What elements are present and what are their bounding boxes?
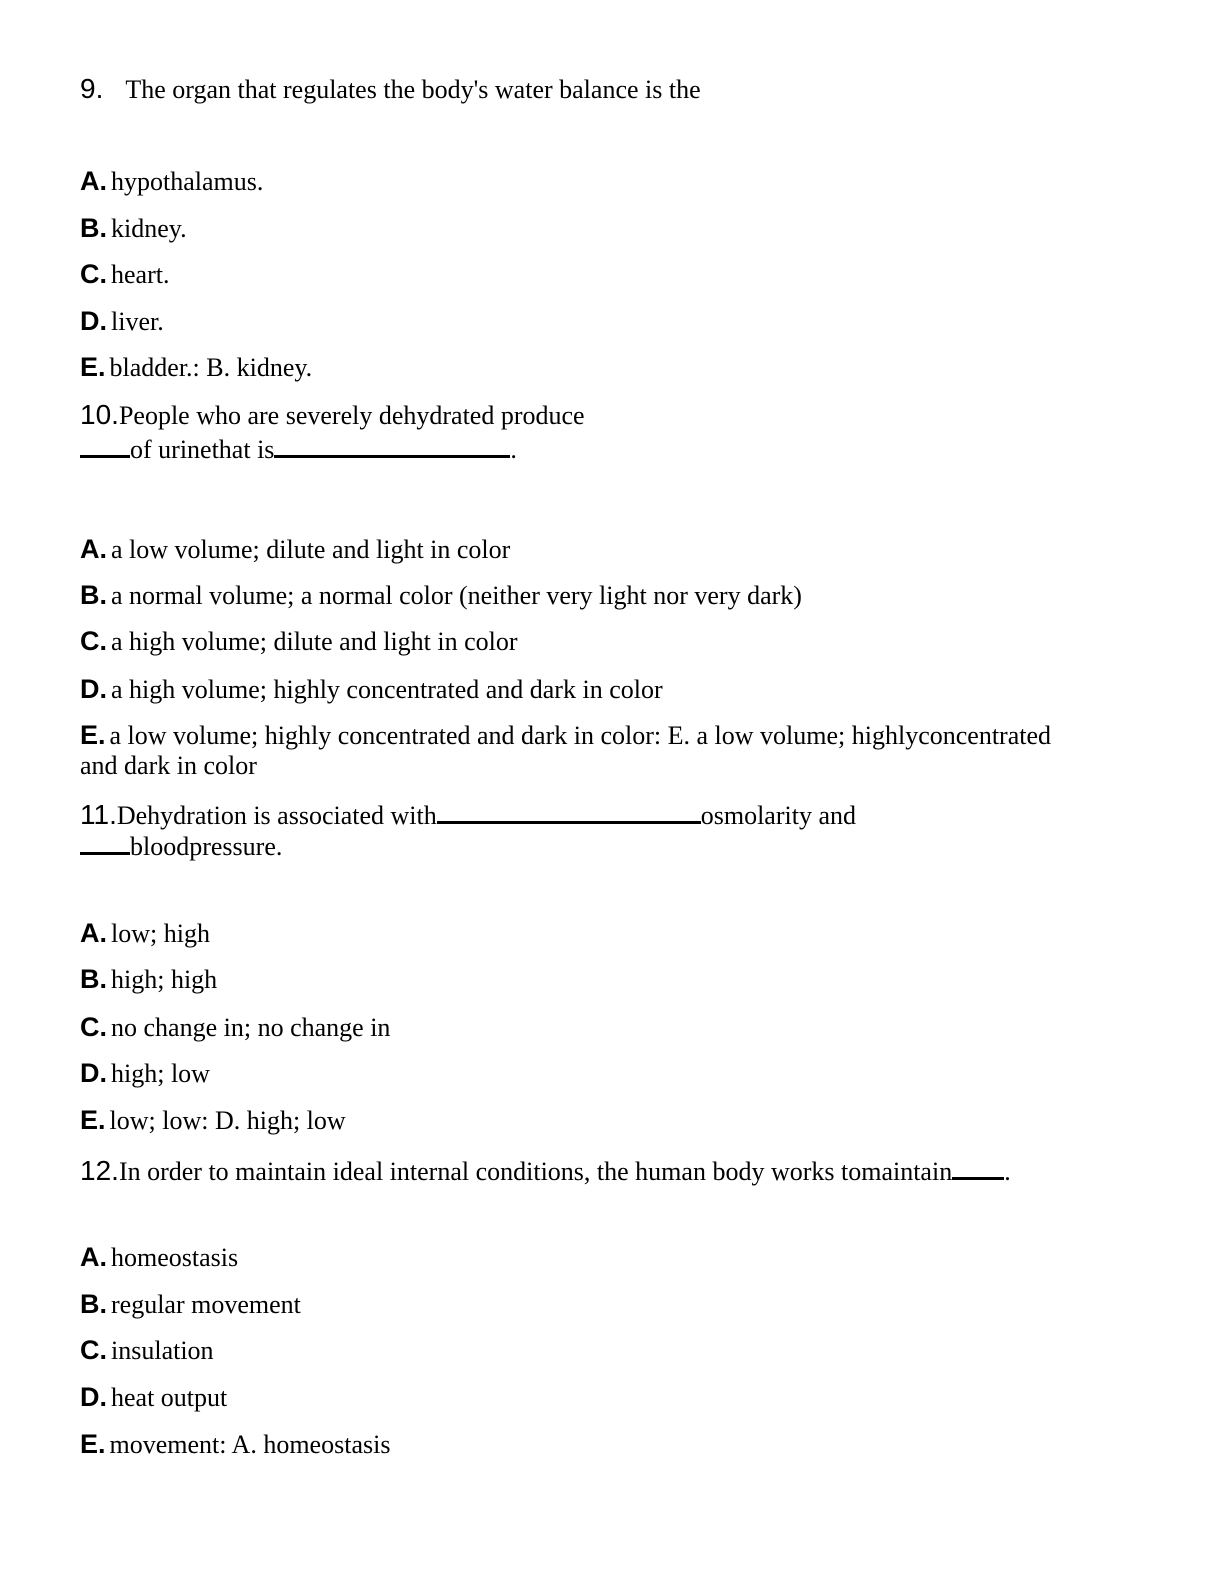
option-text: heart. — [111, 260, 170, 289]
option-text: hypothalamus. — [111, 167, 264, 196]
option-letter: D. — [80, 1058, 107, 1088]
option-a — [80, 534, 510, 569]
question-text: The organ that regulates the body's water balance is the — [125, 75, 701, 104]
question-10-stem — [80, 400, 585, 435]
question-text: Dehydration is associated with — [116, 801, 437, 830]
option-text: low; low: D. high; low — [109, 1106, 346, 1135]
question-number: 12. — [80, 1155, 119, 1186]
option-letter: E. — [80, 352, 106, 382]
answer-blank — [952, 1153, 1004, 1180]
option-b — [80, 580, 802, 615]
option-letter: B. — [80, 213, 107, 243]
question-number: 9. — [80, 73, 104, 104]
option-text: no change in; no change in — [111, 1013, 391, 1042]
option-a — [80, 918, 210, 953]
option-letter: A. — [80, 1242, 107, 1272]
question-text: of urinethat is — [130, 435, 275, 464]
option-b — [80, 213, 187, 248]
option-b — [80, 964, 217, 999]
option-text: high; low — [111, 1059, 210, 1088]
option-e — [80, 352, 312, 387]
option-letter: B. — [80, 964, 107, 994]
question-9-stem — [80, 74, 701, 109]
option-e-continued — [80, 751, 257, 785]
option-c — [80, 626, 518, 661]
option-d — [80, 306, 164, 341]
option-text: movement: A. homeostasis — [109, 1430, 391, 1459]
option-e — [80, 1105, 346, 1140]
option-letter: D. — [80, 306, 107, 336]
answer-blank — [80, 828, 130, 855]
question-10-stem-line2 — [80, 431, 517, 469]
option-text: liver. — [111, 307, 164, 336]
option-text: homeostasis — [111, 1243, 239, 1272]
question-number: 10. — [80, 399, 119, 430]
option-c — [80, 1335, 214, 1370]
option-text: low; high — [111, 919, 210, 948]
option-letter: B. — [80, 580, 107, 610]
option-text: a low volume; dilute and light in color — [111, 535, 511, 564]
question-text: . — [510, 435, 517, 464]
option-d — [80, 1382, 227, 1417]
option-letter: B. — [80, 1289, 107, 1319]
option-text: a high volume; highly concentrated and dark in color — [111, 675, 663, 704]
option-letter: D. — [80, 1382, 107, 1412]
option-d — [80, 1058, 210, 1093]
question-text: People who are severely dehydrated produce — [118, 401, 585, 430]
option-d — [80, 674, 663, 709]
option-text: heat output — [111, 1383, 228, 1412]
option-letter: C. — [80, 259, 107, 289]
option-letter: E. — [80, 1105, 106, 1135]
question-number: 11. — [80, 799, 117, 830]
option-e — [80, 1429, 390, 1464]
option-letter: C. — [80, 1012, 107, 1042]
option-text: bladder.: B. kidney. — [109, 353, 313, 382]
option-letter: A. — [80, 534, 107, 564]
option-b — [80, 1289, 301, 1324]
question-text: osmolarity and — [700, 801, 856, 830]
option-a — [80, 166, 263, 201]
option-letter: E. — [80, 1429, 106, 1459]
option-text: a normal volume; a normal color (neither very light nor very dark) — [111, 581, 802, 610]
option-letter: A. — [80, 166, 107, 196]
option-letter: C. — [80, 626, 107, 656]
option-letter: C. — [80, 1335, 107, 1365]
option-e — [80, 720, 1051, 755]
option-letter: A. — [80, 918, 107, 948]
question-11-stem-line2 — [80, 828, 282, 866]
option-text: insulation — [111, 1336, 214, 1365]
option-text: a high volume; dilute and light in color — [111, 627, 518, 656]
option-text: kidney. — [111, 214, 187, 243]
option-a — [80, 1242, 238, 1277]
option-text: a low volume; highly concentrated and dark in color: E. a low volume; highlyconcentrated — [109, 721, 1052, 750]
question-text: bloodpressure. — [130, 832, 283, 861]
option-letter: D. — [80, 674, 107, 704]
option-c — [80, 1012, 390, 1047]
option-text: and dark in color — [80, 751, 257, 780]
option-text: high; high — [111, 965, 218, 994]
option-letter: E. — [80, 720, 106, 750]
answer-blank — [437, 797, 701, 824]
question-text: In order to maintain ideal internal conditions, the human body works tomaintain — [118, 1157, 953, 1186]
option-text: regular movement — [111, 1290, 301, 1319]
option-c — [80, 259, 169, 294]
question-text: . — [1004, 1157, 1011, 1186]
answer-blank — [274, 431, 510, 458]
answer-blank — [80, 431, 130, 458]
question-12-stem — [80, 1153, 1011, 1191]
